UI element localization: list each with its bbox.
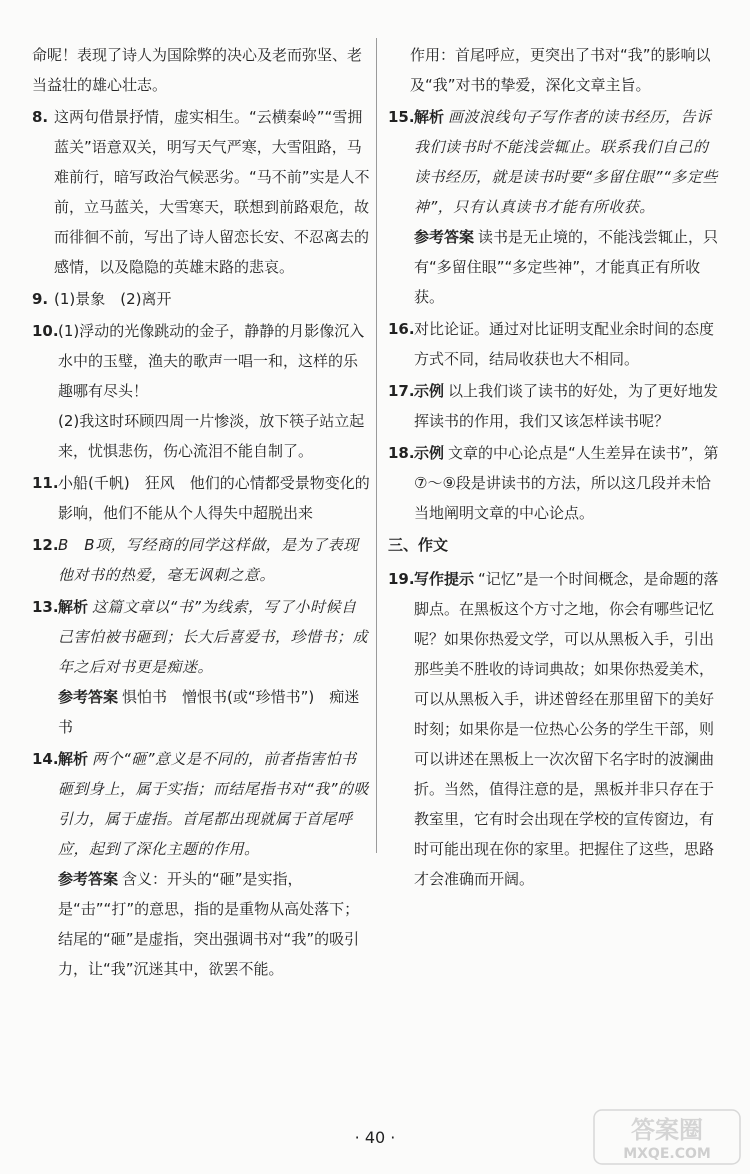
analysis-label: 解析	[58, 750, 89, 768]
column-divider	[376, 38, 377, 853]
watermark-logo	[592, 1108, 742, 1166]
question-number: 12.	[32, 536, 59, 554]
question-10	[32, 316, 372, 466]
question-15	[388, 102, 722, 312]
section-heading: 三、作文	[388, 536, 449, 554]
question-number: 8.	[32, 108, 49, 126]
question-14	[32, 744, 372, 984]
analysis-label: 解析	[414, 108, 445, 126]
reference-answer: 惧怕书 憎恨书(或“珍惜书”) 痴迷书	[58, 688, 360, 736]
question-19	[388, 564, 722, 894]
reference-answer-label: 参考答案	[414, 228, 475, 246]
answer-text: 小船(千帆) 狂风 他们的心情都受景物变化的影响，他们不能从个人得失中超脱出来	[58, 474, 370, 522]
answer-part-2: (2)我这时环顾四周一片惨淡，放下筷子站立起来，忧惧悲伤，伤心流泪不能自制了。	[58, 412, 365, 460]
question-16	[388, 314, 722, 374]
answer-text: 以上我们谈了读书的好处，为了更好地发挥读书的作用，我们又该怎样读书呢？	[414, 382, 719, 430]
question-number: 17.	[388, 382, 415, 400]
answer-text: B B项，写经商的同学这样做，是为了表现他对书的热爱，毫无讽刺之意。	[58, 536, 359, 584]
reference-answer-label: 参考答案	[58, 688, 119, 706]
question-18	[388, 438, 722, 528]
right-column	[388, 40, 722, 896]
analysis-text: 这篇文章以“书”为线索，写了小时候自己害怕被书砸到；长大后喜爱书，珍惜书；成年之后对书更是痴迷。	[58, 598, 369, 676]
writing-tips-label: 写作提示	[414, 570, 475, 588]
question-12	[32, 530, 372, 590]
question-number: 11.	[32, 474, 59, 492]
watermark-title: 答案圈	[631, 1116, 703, 1144]
answer-text: “记忆”是一个时间概念，是命题的落脚点。在黑板这个方寸之地，你会有哪些记忆呢？如果你热爱文学，可以从黑板入手，引出那些美不胜收的诗词典故；如果你热爱美术，可以从黑板入手，讲述曾经在那里留下的美好时刻；如果你是一位热心公务的学生干部，则可以讲述在黑板上一次次留下名字时的波澜曲折。当然，值得注意的是，黑板并非只存在于教室里，它有时会出现在学校的宣传窗边，有时可能出现在你的家里。把握住了这些，思路才会准确而开阔。	[414, 570, 719, 888]
example-label: 示例	[414, 382, 445, 400]
watermark-url: MXQE.COM	[623, 1146, 711, 1162]
reference-answer-label: 参考答案	[58, 870, 119, 888]
page-number: · 40 ·	[354, 1128, 396, 1147]
analysis-text: 两个“砸”意义是不同的，前者指害怕书砸到身上，属于实指；而结尾指书对“我”的吸引力，属于虚指。首尾都出现就属于首尾呼应，起到了深化主题的作用。	[58, 750, 370, 858]
answer-part-1: (1)浮动的光像跳动的金子，静静的月影像沉入水中的玉璧，渔夫的歌声一唱一和，这样的乐趣哪有尽头！	[58, 322, 365, 400]
analysis-label: 解析	[58, 598, 89, 616]
continued-text: 作用：首尾呼应，更突出了书对“我”的影响以及“我”对书的挚爱，深化文章主旨。	[410, 46, 711, 94]
example-label: 示例	[414, 444, 445, 462]
question-9	[32, 284, 372, 314]
continued-text: 命呢！表现了诗人为国除弊的决心及老而弥坚、老当益壮的雄心壮志。	[32, 46, 363, 94]
question-number: 16.	[388, 320, 415, 338]
left-column	[32, 40, 372, 986]
question-11	[32, 468, 372, 528]
question-number: 18.	[388, 444, 415, 462]
answer-text: 对比论证。通过对比证明支配业余时间的态度方式不同，结局收获也大不相同。	[414, 320, 715, 368]
reference-answer: 读书是无止境的，不能浅尝辄止，只有“多留住眼”“多定些神”，才能真正有所收获。	[414, 228, 719, 306]
reference-answer: 含义：开头的“砸”是实指，是“击”“打”的意思，指的是重物从高处落下；结尾的“砸”是虚指，突出强调书对“我”的吸引力，让“我”沉迷其中，欲罢不能。	[58, 870, 360, 978]
question-8	[32, 102, 372, 282]
answer-text: (1)景象 (2)离开	[54, 290, 172, 308]
question-number: 10.	[32, 322, 59, 340]
answer-text: 这两句借景抒情，虚实相生。“云横秦岭”“雪拥蓝关”语意双关，明写天气严寒，大雪阻路，马难前行，暗写政治气候恶劣。“马不前”实是人不前，立马蓝关，大雪寒天，联想到前路艰危，故而徘徊不前，写出了诗人留恋长安、不忍离去的感情，以及隐隐的英雄末路的悲哀。	[54, 108, 370, 276]
analysis-text: 画波浪线句子写作者的读书经历，告诉我们读书时不能浅尝辄止。联系我们自己的读书经历，就是读书时要“多留住眼”“多定些神”，只有认真读书才能有所收获。	[414, 108, 718, 216]
question-13	[32, 592, 372, 742]
question-number: 9.	[32, 290, 49, 308]
question-number: 13.	[32, 598, 59, 616]
question-number: 15.	[388, 108, 415, 126]
question-17	[388, 376, 722, 436]
answer-text: 文章的中心论点是“人生差异在读书”，第⑦～⑨段是讲读书的方法，所以这几段并未恰当地阐明文章的中心论点。	[414, 444, 719, 522]
question-number: 19.	[388, 570, 415, 588]
question-number: 14.	[32, 750, 59, 768]
